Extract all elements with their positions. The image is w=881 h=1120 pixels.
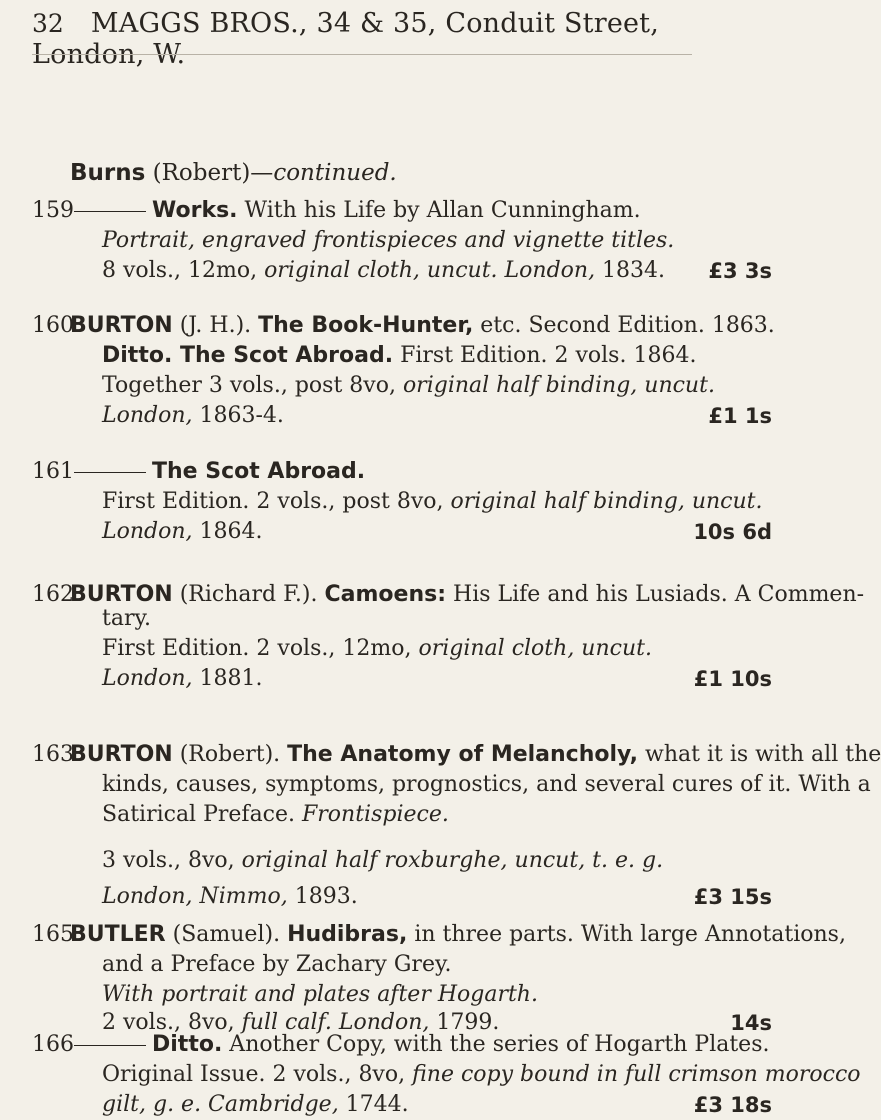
catalogue-entry-165-continued <box>32 980 772 1010</box>
entry-price: £3 18s <box>693 1093 772 1117</box>
entry-format: 2 vols., 8vo, <box>102 1010 242 1035</box>
entry-format: 8 vols., 12mo, <box>102 258 265 283</box>
catalogue-entry-160 <box>32 311 775 431</box>
entry-description: Frontispiece. <box>302 802 449 827</box>
entry-number: 163 <box>32 742 74 767</box>
entry-binding: original half binding, uncut. <box>450 489 763 514</box>
entry-binding: fine copy bound in full crimson morocco <box>412 1062 861 1087</box>
catalogue-entry-161 <box>32 457 772 547</box>
entry-text: etc. Second Edition. 1863. <box>473 313 775 338</box>
entry-binding: full calf. London, <box>241 1010 430 1035</box>
entry-text: and a Preface by Zachary Grey. <box>102 952 452 977</box>
entry-text: tary. <box>102 606 151 631</box>
entry-number: 162 <box>32 582 74 607</box>
entry-number: 159 <box>32 198 74 223</box>
entry-number: 161 <box>32 459 74 484</box>
section-author-rest: (Robert)— <box>145 160 274 186</box>
page-number: 32 <box>32 9 64 38</box>
entry-binding: original cloth, uncut. London, <box>264 258 596 283</box>
entry-year: 1881. <box>192 666 263 691</box>
entry-title: Ditto. The Scot Abroad. <box>102 343 394 368</box>
entry-place: London, <box>102 666 193 691</box>
entry-year: 1864. <box>192 519 263 544</box>
entry-text: (Richard F.). <box>172 582 325 607</box>
entry-title: Hudibras, <box>287 922 408 947</box>
entry-place: gilt, g. e. Cambridge, <box>102 1092 339 1117</box>
entry-price: 14s <box>730 1011 772 1035</box>
entry-format: Together 3 vols., post 8vo, <box>102 373 403 398</box>
catalogue-entry-166 <box>32 1030 861 1120</box>
entry-format: First Edition. 2 vols., post 8vo, <box>102 489 451 514</box>
entry-price: 10s 6d <box>693 520 772 544</box>
entry-text: First Edition. 2 vols. 1864. <box>393 343 697 368</box>
entry-description: With portrait and plates after Hogarth. <box>102 982 538 1007</box>
entry-price: £3 15s <box>693 885 772 909</box>
entry-text: Satirical Preface. <box>102 802 303 827</box>
ditto-dash <box>74 211 146 212</box>
catalogue-entry-165-tail <box>32 1008 772 1035</box>
entry-year: 1863-4. <box>192 403 284 428</box>
entry-year: 1893. <box>287 884 358 909</box>
entry-author: BURTON <box>70 582 173 607</box>
section-continued: continued. <box>273 160 397 186</box>
entry-price: £1 10s <box>693 667 772 691</box>
entry-place: London, <box>102 403 193 428</box>
entry-year: 1834. <box>595 258 666 283</box>
entry-text: His Life and his Lusiads. A Commen- <box>446 582 865 607</box>
entry-title: Camoens: <box>324 582 447 607</box>
entry-author: BURTON <box>70 742 173 767</box>
entry-binding: original cloth, uncut. <box>418 636 652 661</box>
entry-format: First Edition. 2 vols., 12mo, <box>102 636 419 661</box>
entry-title: The Book-Hunter, <box>258 313 474 338</box>
section-author: Burns <box>70 160 146 186</box>
entry-text: (J. H.). <box>172 313 259 338</box>
ditto-dash <box>74 1045 146 1046</box>
entry-title: Works. <box>152 198 238 223</box>
ditto-dash <box>74 472 146 473</box>
entry-year: 1799. <box>429 1010 500 1035</box>
entry-title: Ditto. <box>152 1032 223 1057</box>
catalogue-entry-165 <box>32 920 846 980</box>
entry-price: £3 3s <box>708 259 772 283</box>
entry-format: Original Issue. 2 vols., 8vo, <box>102 1062 413 1087</box>
section-heading <box>70 160 397 186</box>
entry-binding: original half binding, uncut. <box>402 373 715 398</box>
entry-place: London, <box>102 519 193 544</box>
page-header <box>32 8 772 70</box>
entry-place: London, Nimmo, <box>102 884 288 909</box>
entry-text: (Samuel). <box>165 922 288 947</box>
entry-title: The Anatomy of Melancholy, <box>287 742 639 767</box>
entry-text: (Robert). <box>172 742 288 767</box>
entry-binding: original half roxburghe, uncut, t. e. g. <box>241 848 664 873</box>
entry-author: BUTLER <box>70 922 166 947</box>
page-title: MAGGS BROS., 34 & 35, Conduit Street, London, W. <box>32 8 660 70</box>
entry-description: Portrait, engraved frontispieces and vignette titles. <box>102 228 675 253</box>
entry-text: in three parts. With large Annotations, <box>407 922 846 947</box>
header-rule <box>32 54 692 55</box>
entry-number: 166 <box>32 1032 74 1057</box>
entry-number: 160 <box>32 313 74 338</box>
entry-text: Another Copy, with the series of Hogarth Plates. <box>222 1032 770 1057</box>
catalogue-entry-162 <box>32 580 865 694</box>
entry-number: 165 <box>32 922 74 947</box>
catalogue-entry-159 <box>32 196 772 286</box>
entry-price: £1 1s <box>708 404 772 428</box>
entry-text: kinds, causes, symptoms, prognostics, and several cures of it. With a <box>102 772 871 797</box>
entry-text: what it is with all the <box>638 742 881 767</box>
entry-text: With his Life by Allan Cunningham. <box>237 198 641 223</box>
catalogue-entry-163 <box>32 740 881 912</box>
entry-format: 3 vols., 8vo, <box>102 848 242 873</box>
entry-year: 1744. <box>338 1092 409 1117</box>
entry-title: The Scot Abroad. <box>152 459 366 484</box>
entry-author: BURTON <box>70 313 173 338</box>
